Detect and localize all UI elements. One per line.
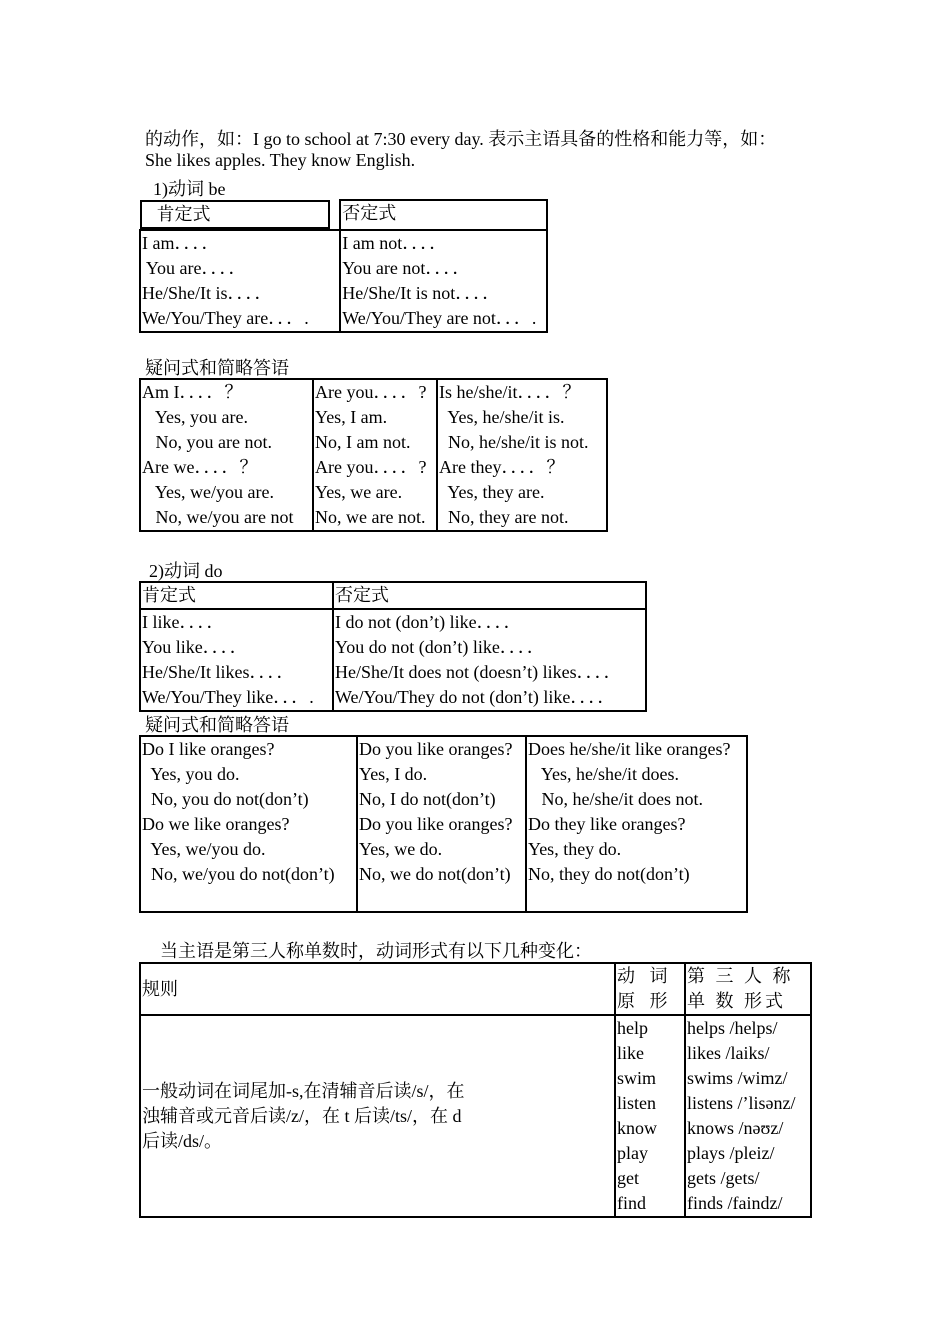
do-aff-line: He/She/It likes．．．． [142,662,295,682]
do-q-line: No, we do not(don’t) [359,864,511,884]
do-neg-line: You do not (don’t) like．．．． [335,637,545,657]
be-q-line: No, we/you are not [142,507,294,527]
base-form: listen [617,1093,656,1113]
do-aff-line: You like．．．． [142,637,248,657]
do-q-line: Do they like oranges? [528,814,686,834]
do-q-line: Do we like oranges? [142,814,290,834]
base-form: know [617,1118,657,1138]
third-form: finds /faindz/ [687,1193,783,1213]
do-q-line: No, I do not(don’t) [359,789,496,809]
be-questions-table [139,378,608,532]
be-neg-line: We/You/They are not．．．. [342,308,537,328]
do-q-line: No, they do not(don’t) [528,864,690,884]
do-q-line: Yes, I do. [359,764,428,784]
be-q-line: Yes, you are. [142,407,248,427]
be-q-line: No, we are not. [315,507,426,527]
rule-header: 规则 [140,963,615,1015]
do-q-line: Yes, they do. [528,839,622,859]
do-heading: 2)动词 do [149,561,223,581]
third-person-table [139,962,812,1218]
be-aff-line: We/You/They are．．．. [142,308,309,328]
rule-line: 一般动词在词尾加-s,在清辅音后读/s/，在 [142,1080,465,1101]
be-q-line: No, I am not. [315,432,411,452]
do-aff-header: 肯定式 [140,582,333,609]
do-negative-cell [333,609,646,711]
be-aff-line: I am．．．． [142,233,220,253]
third-forms-cell [685,1015,811,1217]
do-aff-neg-table [139,581,647,712]
intro-line-1: 的动作，如：I go to school at 7:30 every day. 表示主语具备的性格和能力等，如： [145,129,777,149]
do-aff-line: We/You/They like．．．. [142,687,314,707]
do-neg-line: He/She/It does not (doesn’t) likes．．．． [335,662,622,682]
be-q-line: Are we．．．．？ [142,457,258,477]
be-q-col-2 [313,379,437,531]
do-questions-table [139,735,748,913]
do-q-line: Yes, you do. [142,764,240,784]
be-affirmative-cell [140,230,340,332]
third-form: plays /pleiz/ [687,1143,775,1163]
base-form: find [617,1193,646,1213]
do-q-line: Does he/she/it like oranges? [528,739,731,759]
be-q-line: Yes, he/she/it is. [439,407,565,427]
base-form-header: 动 词 原 形 [615,963,685,1015]
be-q-line: Yes, we are. [315,482,403,502]
do-aff-line: I like．．．． [142,612,225,632]
third-form: swims /wimz/ [687,1068,788,1088]
third-form: listens /’lisənz/ [687,1093,796,1113]
be-aff-header: 肯定式 [140,200,330,229]
be-neg-line: You are not．．．． [342,258,471,278]
be-q-line: Am I．．．．？ [142,382,243,402]
rule-line: 后读/ds/。 [142,1130,223,1151]
be-q-line: Yes, we/you are. [142,482,274,502]
be-q-col-1 [140,379,313,531]
be-neg-header: 否定式 [340,200,547,230]
be-aff-line: You are．．．． [142,258,247,278]
be-aff-neg-table [139,199,548,333]
do-q-line: Do you like oranges? [359,814,513,834]
be-q-line: Is he/she/it．．．．？ [439,382,581,402]
intro-line-2: She likes apples. They know English. [145,150,416,170]
base-forms-cell [615,1015,685,1217]
do-q-line: No, we/you do not(don’t) [142,864,335,884]
be-neg-line: I am not．．．． [342,233,448,253]
base-form: get [617,1168,639,1188]
be-q-line: No, you are not. [142,432,272,452]
base-form: play [617,1143,648,1163]
be-q-col-3 [437,379,607,531]
rule-line: 浊辅音或元音后读/z/，在 t 后读/ts/，在 d [142,1105,462,1126]
base-form: help [617,1018,648,1038]
be-heading: 1)动词 be [153,179,226,199]
do-q-line: Yes, we do. [359,839,443,859]
do-neg-header: 否定式 [333,582,646,609]
be-question-heading: 疑问式和简略答语 [145,358,289,378]
third-form-header: 第 三 人 称 单 数 形式 [685,963,811,1015]
do-q-line: No, you do not(don’t) [142,789,309,809]
do-q-col-2 [357,736,526,912]
third-form: likes /laiks/ [687,1043,770,1063]
be-q-line: Are you．．．．? [315,382,427,402]
be-q-line: Yes, I am. [315,407,388,427]
be-neg-line: He/She/It is not．．．． [342,283,501,303]
be-q-line: No, he/she/it is not. [439,432,589,452]
do-q-line: Do I like oranges? [142,739,275,759]
base-form: like [617,1043,644,1063]
third-person-intro: 当主语是第三人称单数时，动词形式有以下几种变化： [160,941,592,961]
do-q-line: No, he/she/it does not. [528,789,703,809]
third-form: knows /nəʊz/ [687,1118,784,1138]
do-q-line: Do you like oranges? [359,739,513,759]
be-q-line: Are you．．．．? [315,457,427,477]
do-affirmative-cell [140,609,333,711]
do-question-heading: 疑问式和简略答语 [145,715,289,735]
be-aff-line: He/She/It is．．．． [142,283,273,303]
third-form: gets /gets/ [687,1168,760,1188]
third-form: helps /helps/ [687,1018,778,1038]
base-form: swim [617,1068,657,1088]
do-q-line: Yes, we/you do. [142,839,266,859]
do-q-line: Yes, he/she/it does. [528,764,680,784]
do-neg-line: I do not (don’t) like．．．． [335,612,522,632]
rule-cell [140,1015,615,1217]
be-q-line: No, they are not. [439,507,569,527]
do-q-col-1 [140,736,357,912]
be-q-line: Are they．．．．？ [439,457,565,477]
be-negative-cell [340,230,547,332]
do-neg-line: We/You/They do not (don’t) like．．．． [335,687,616,707]
be-q-line: Yes, they are. [439,482,545,502]
do-q-col-3 [526,736,747,912]
